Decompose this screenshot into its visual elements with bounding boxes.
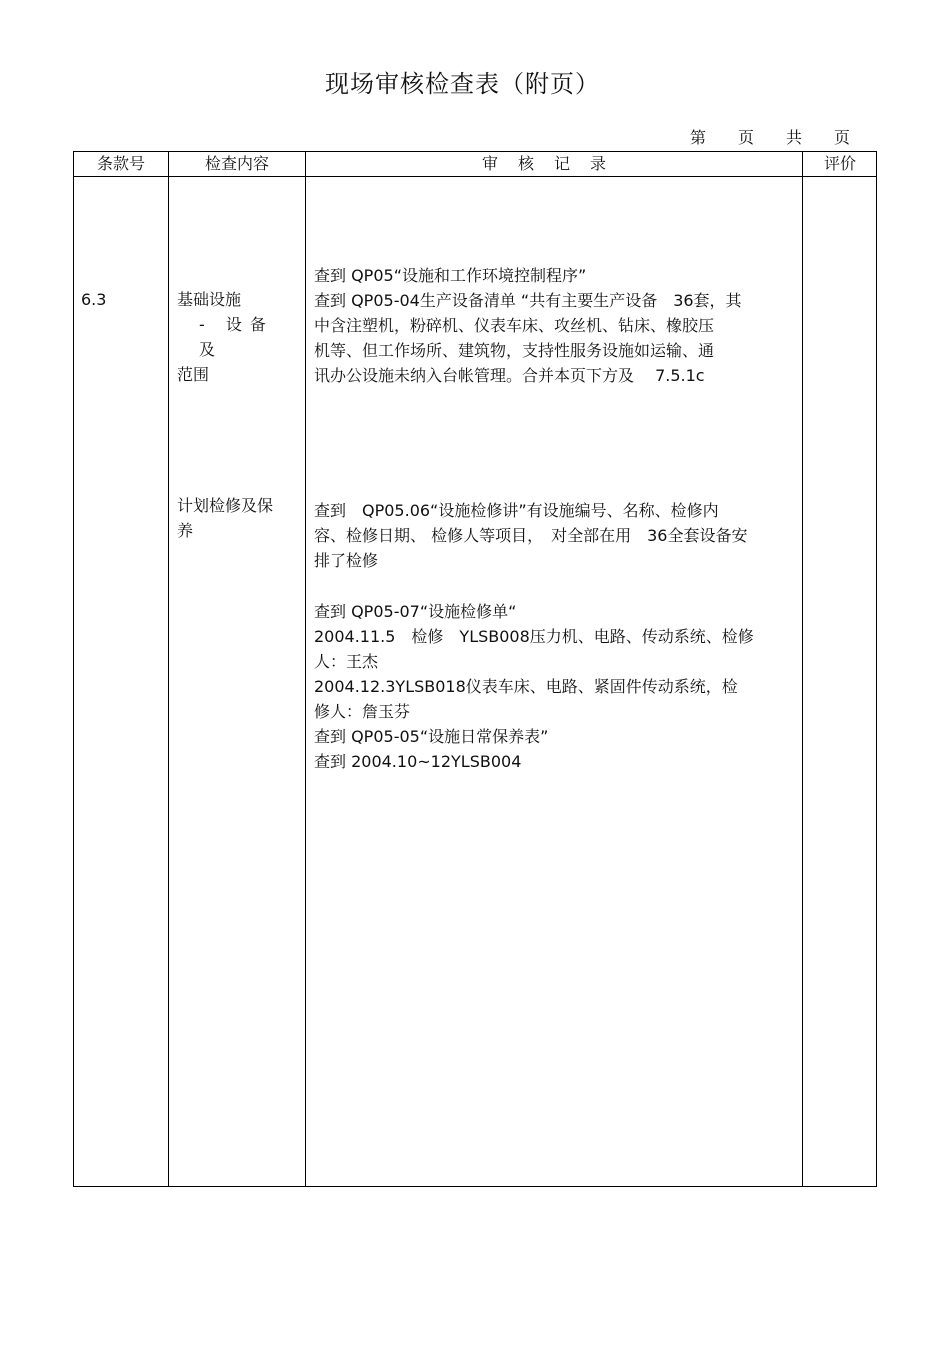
record-line: 查到 QP05“设施和工作环境控制程序”	[314, 266, 587, 285]
audit-checklist-table	[73, 151, 877, 1187]
content-line: 基础设施	[177, 290, 242, 309]
record-line: 2004.11.5 检修 YLSB008压力机、电路、传动系统、检修	[314, 627, 754, 646]
record-line: 排了检修	[314, 551, 379, 570]
record-line: 查到 QP05.06“设施检修讲”有设施编号、名称、检修内	[314, 501, 719, 520]
record-line: 人：王杰	[314, 652, 379, 671]
header-divider	[74, 176, 876, 177]
record-line: 讯办公设施未纳入台帐管理。合并本页下方及 7.5.1c	[314, 366, 705, 385]
record-line: 查到 QP05-07“设施检修单“	[314, 602, 517, 621]
header-record: 审核记录	[481, 154, 626, 173]
audit-record-block-equipment	[314, 263, 798, 388]
record-line: 修人：詹玉芬	[314, 702, 411, 721]
page-info-gong: 共	[785, 128, 802, 147]
record-line: 容、检修日期、 检修人等项目， 对全部在用 36全套设备安	[314, 526, 748, 545]
record-line: 2004.12.3YLSB018仪表车床、电路、紧固件传动系统，检	[314, 677, 738, 696]
record-line: 查到 QP05-05“设施日常保养表”	[314, 727, 549, 746]
column-divider	[305, 152, 306, 1186]
record-line: 机等、但工作场所、建筑物，支持性服务设施如运输、通	[314, 341, 715, 360]
audit-record-block-maintenance	[314, 498, 798, 774]
page-info-ye-total: 页	[833, 128, 850, 147]
clause-number: 6.3	[81, 290, 107, 309]
document-title: 现场审核检查表（附页）	[325, 70, 600, 98]
page-info-di: 第	[690, 128, 707, 147]
content-item-maintenance	[177, 493, 297, 543]
content-item-infrastructure	[177, 287, 297, 387]
content-line: 范围	[177, 365, 210, 384]
content-line: - 设备及	[199, 315, 274, 359]
column-divider	[802, 152, 803, 1186]
column-divider	[168, 152, 169, 1186]
record-line: 查到 QP05-04生产设备清单 “共有主要生产设备 36套，其	[314, 291, 742, 310]
record-line: 查到 2004.10~12YLSB004	[314, 752, 522, 771]
record-line: 中含注塑机，粉碎机、仪表车床、攻丝机、钻床、橡胶压	[314, 316, 715, 335]
page-number-info	[690, 125, 850, 148]
header-evaluation: 评价	[823, 154, 856, 173]
header-clause: 条款号	[96, 154, 145, 173]
header-content: 检查内容	[204, 154, 269, 173]
page-info-ye: 页	[737, 128, 754, 147]
content-line: 养	[177, 521, 194, 540]
content-line: 计划检修及保	[177, 496, 274, 515]
